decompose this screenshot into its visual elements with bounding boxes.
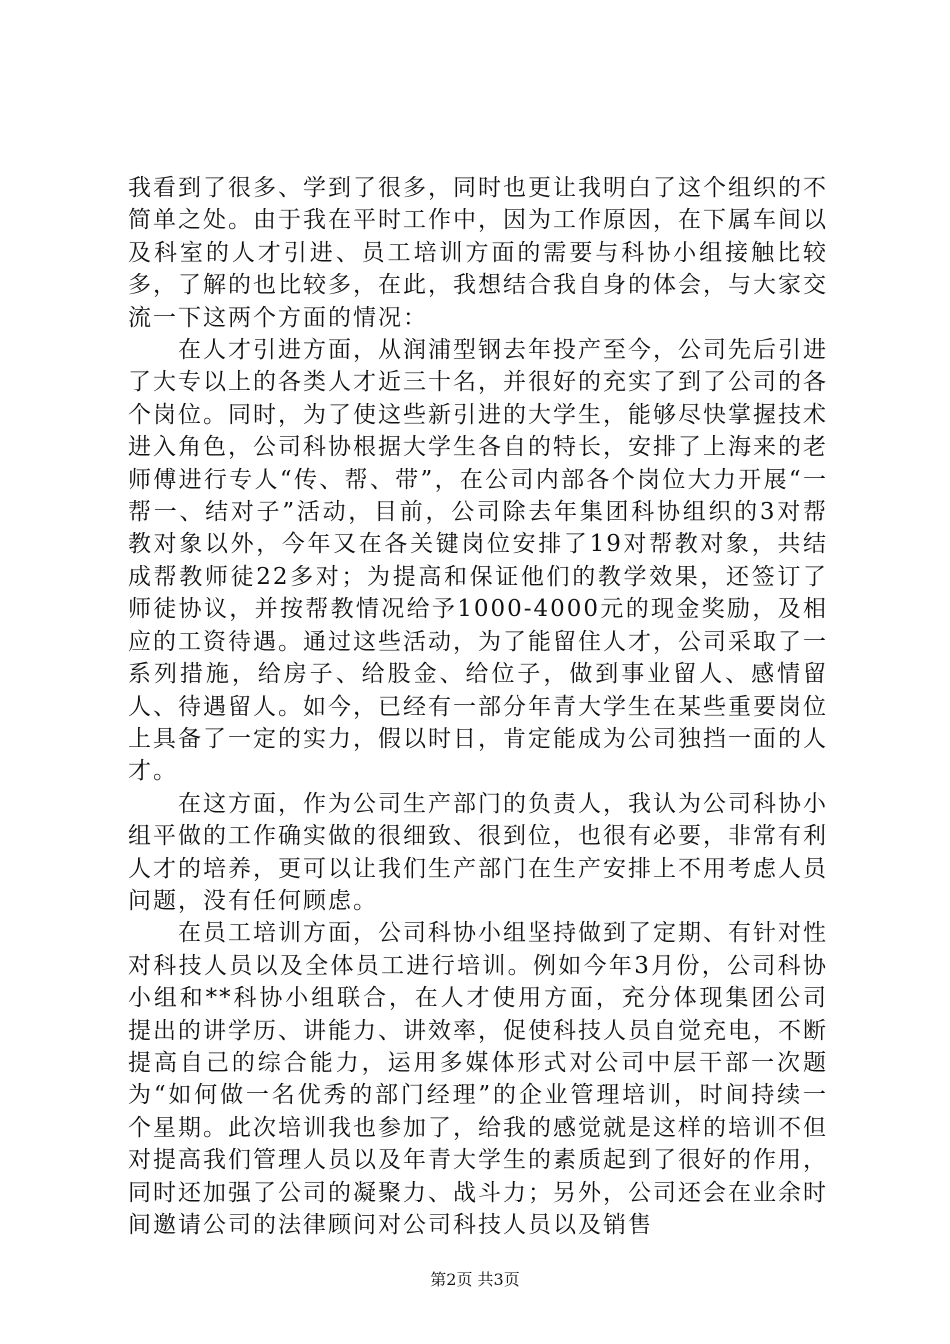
page-number-footer: 第2页 共3页 xyxy=(430,1270,520,1289)
paragraph-2: 在人才引进方面，从润浦型钢去年投产至今，公司先后引进了大专以上的各类人才近三十名，并很好的充实了到了公司的各个岗位。同时，为了使这些新引进的大学生，能够尽快掌握技术进入角色，公司科协根据大学生各自的特长，安排了上海来的老师傅进行专人“传、帮、带”，在公司内部各个岗位大力开展“一帮一、结对子”活动，目前，公司除去年集团科协组织的3对帮教对象以外，今年又在各关键岗位安排了19对帮教对象，共结成帮教师徒22多对；为提高和保证他们的教学效果，还签订了师徒协议，并按帮教情况给予1000-4000元的现金奖励，及相应的工资待遇。通过这些活动，为了能留住人才，公司采取了一系列措施，给房子、给股金、给位子，做到事业留人、感情留人、待遇留人。如今，已经有一部分年青大学生在某些重要岗位上具备了一定的实力，假以时日，肯定能成为公司独挡一面的人才。 xyxy=(128,337,828,785)
paragraph-3: 在这方面，作为公司生产部门的负责人，我认为公司科协小组平做的工作确实做的很细致、很到位，也很有必要，非常有利人才的培养，更可以让我们生产部门在生产安排上不用考虑人员问题，没有任何顾虑。 xyxy=(128,790,828,914)
document-body xyxy=(128,172,828,1241)
paragraph-1: 我看到了很多、学到了很多，同时也更让我明白了这个组织的不简单之处。由于我在平时工作中，因为工作原因，在下属车间以及科室的人才引进、员工培训方面的需要与科协小组接触比较多，了解的也比较多，在此，我想结合我自身的体会，与大家交流一下这两个方面的情况： xyxy=(128,175,828,331)
paragraph-4: 在员工培训方面，公司科协小组坚持做到了定期、有针对性对科技人员以及全体员工进行培训。例如今年3月份，公司科协小组和**科协小组联合，在人才使用方面，充分体现集团公司提出的讲学历、讲能力、讲效率，促使科技人员自觉充电，不断提高自己的综合能力，运用多媒体形式对公司中层干部一次题为“如何做一名优秀的部门经理”的企业管理培训，时间持续一个星期。此次培训我也参加了，给我的感觉就是这样的培训不但对提高我们管理人员以及年青大学生的素质起到了很好的作用，同时还加强了公司的凝聚力、战斗力；另外，公司还会在业余时间邀请公司的法律顾问对公司科技人员以及销售 xyxy=(128,920,828,1238)
